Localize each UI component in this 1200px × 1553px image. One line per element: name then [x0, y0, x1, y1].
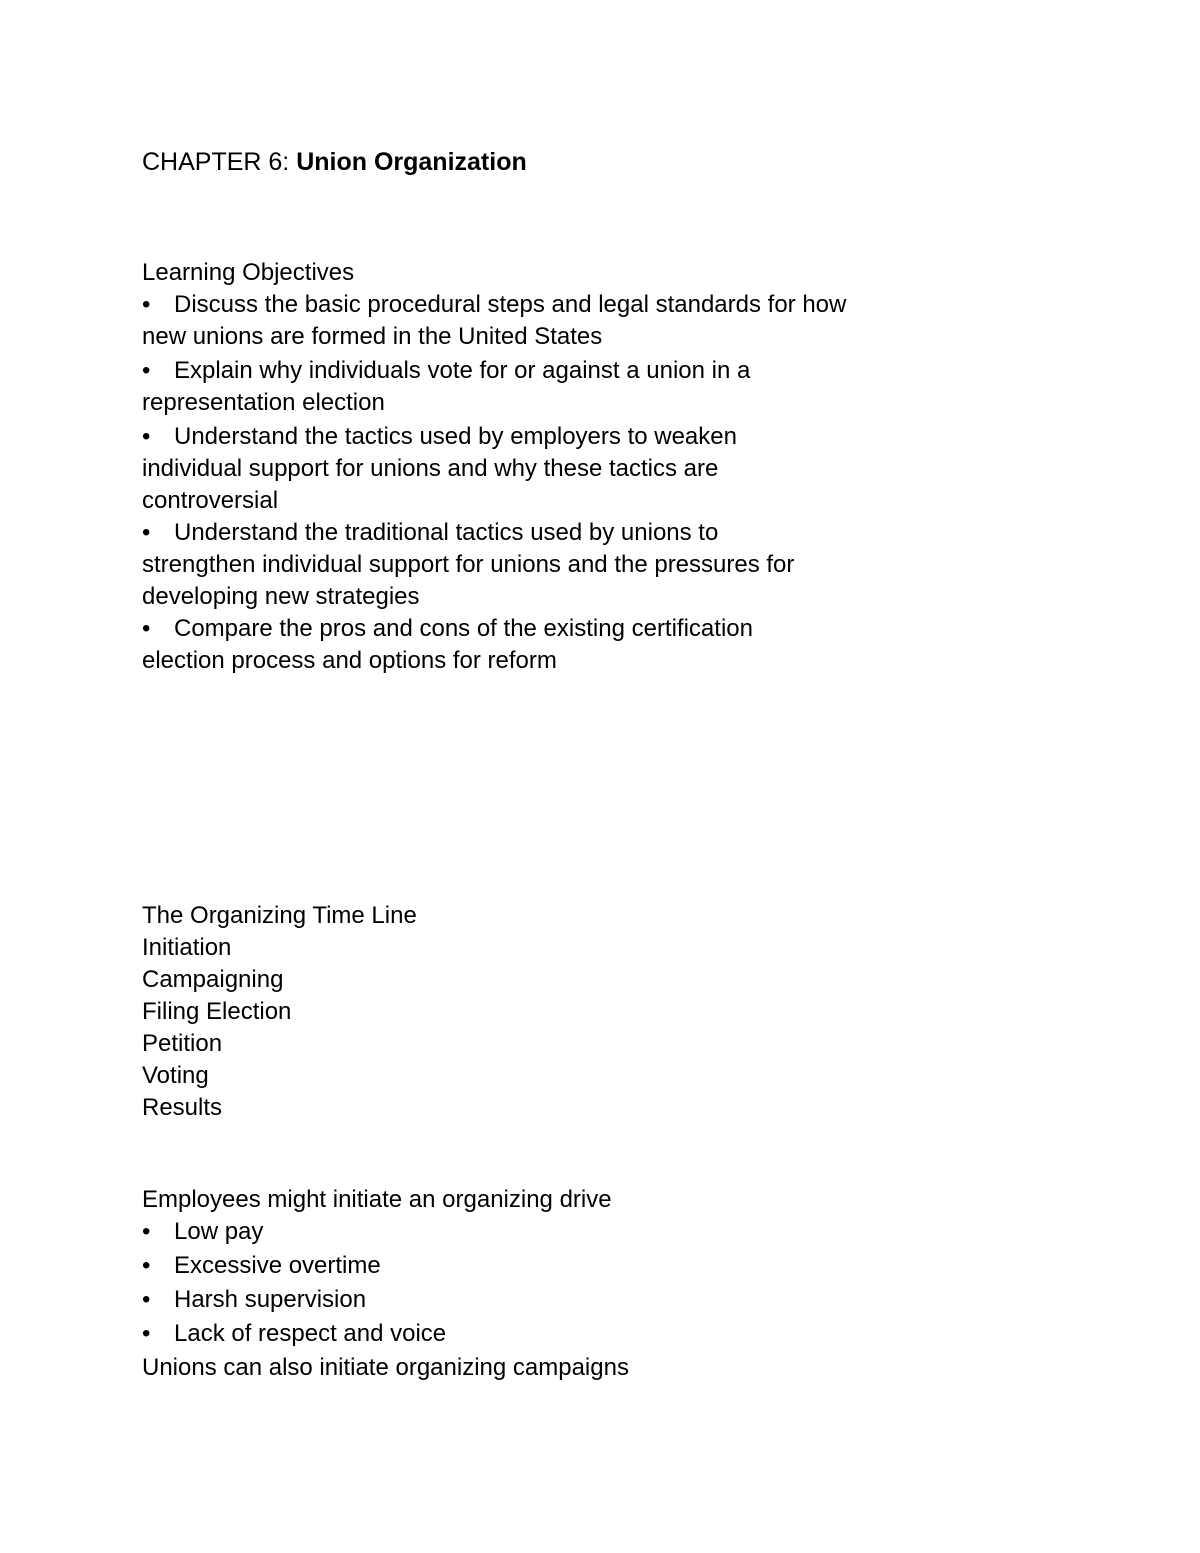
section-title: The Organizing Time Line	[142, 902, 417, 929]
list-item: • Lack of respect and voice	[142, 1318, 962, 1352]
bullet-icon: •	[142, 1286, 151, 1313]
list-item: • Understand the traditional tactics used by unions to	[142, 517, 962, 549]
list-item-continuation: representation election	[142, 389, 385, 416]
list-item: • Low pay	[142, 1216, 962, 1250]
bullet-icon: •	[142, 1218, 151, 1245]
list-item: • Discuss the basic procedural steps and legal standards for how	[142, 289, 962, 321]
bullet-icon: •	[142, 1252, 151, 1279]
organizing-time-line-section	[142, 900, 962, 1124]
timeline-step: Campaigning	[142, 966, 284, 993]
bullet-icon: •	[142, 291, 151, 318]
section-title: Learning Objectives	[142, 259, 355, 286]
bullet-icon: •	[142, 357, 151, 384]
list-item: • Excessive overtime	[142, 1250, 962, 1284]
list-item: • Explain why individuals vote for or against a union in a	[142, 355, 962, 387]
timeline-step: Results	[142, 1094, 223, 1121]
bullet-icon: •	[142, 615, 151, 642]
list-item: • Understand the tactics used by employers to weaken	[142, 421, 962, 453]
list-item-continuation: new unions are formed in the United States	[142, 323, 603, 350]
list-item: • Compare the pros and cons of the existing certification	[142, 613, 962, 645]
section-title: Employees might initiate an organizing drive	[142, 1186, 612, 1213]
list-item-continuation: strengthen individual support for unions and the pressures for	[142, 551, 795, 578]
chapter-label: CHAPTER 6:	[142, 148, 297, 176]
list-item-continuation: election process and options for reform	[142, 647, 557, 674]
learning-objectives-section	[142, 257, 962, 677]
chapter-title: Union Organization	[296, 148, 527, 176]
bullet-icon: •	[142, 423, 151, 450]
chapter-heading	[142, 146, 527, 178]
timeline-step: Petition	[142, 1030, 223, 1057]
organizing-drive-section	[142, 1184, 962, 1384]
closing-line: Unions can also initiate organizing campaigns	[142, 1354, 629, 1381]
timeline-step: Initiation	[142, 934, 232, 961]
bullet-icon: •	[142, 1320, 151, 1347]
timeline-step: Filing Election	[142, 998, 292, 1025]
list-item-continuation: developing new strategies	[142, 583, 420, 610]
list-item-continuation: individual support for unions and why these tactics are	[142, 455, 719, 482]
list-item: • Harsh supervision	[142, 1284, 962, 1318]
list-item-continuation: controversial	[142, 487, 279, 514]
bullet-icon: •	[142, 519, 151, 546]
timeline-step: Voting	[142, 1062, 209, 1089]
